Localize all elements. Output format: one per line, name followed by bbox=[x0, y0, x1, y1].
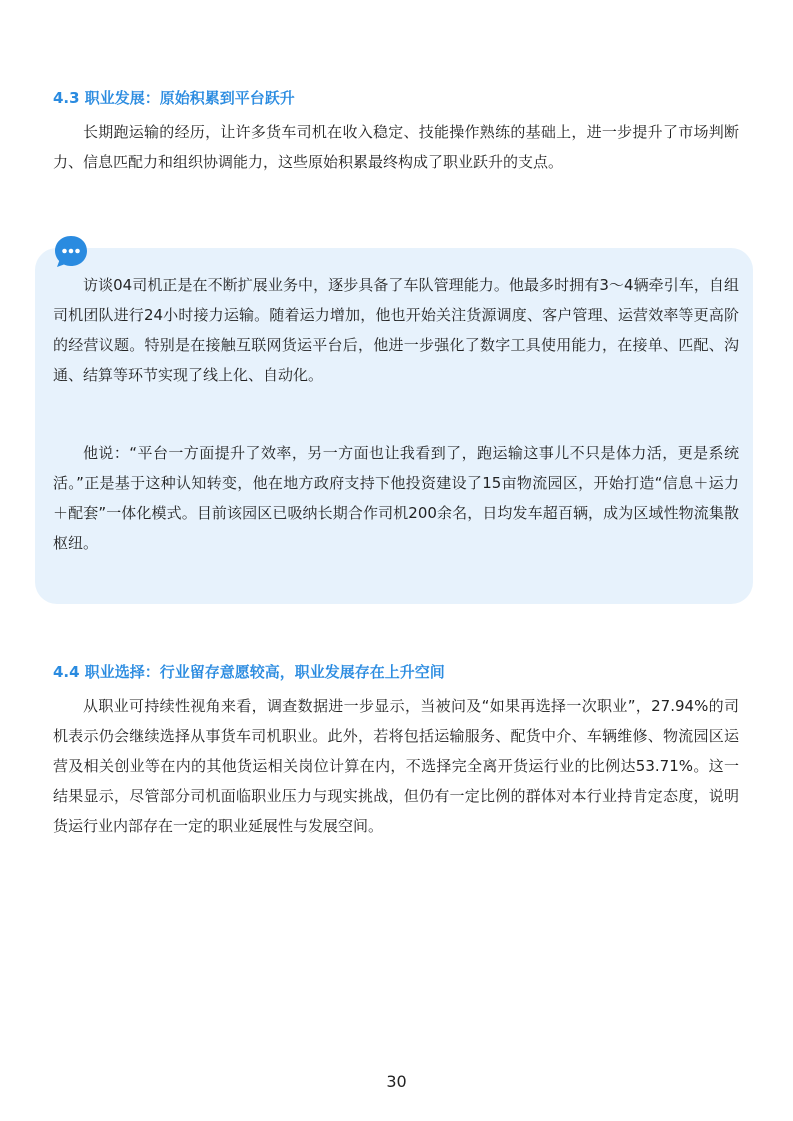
section-4-3-heading: 4.3 职业发展：原始积累到平台跃升 bbox=[53, 89, 295, 107]
callout-paragraph-1: 访谈04司机正是在不断扩展业务中，逐步具备了车队管理能力。他最多时拥有3～4辆牵引车，自组司机团队进行24小时接力运输。随着运力增加，他也开始关注货源调度、客户管理、运营效率等更高阶的经营议题。特别是在接触互联网货运平台后，他进一步强化了数字工具使用能力，在接单、匹配、沟通、结算等环节实现了线上化、自动化。 bbox=[53, 276, 739, 384]
section-4-4-heading: 4.4 职业选择：行业留存意愿较高，职业发展存在上升空间 bbox=[53, 663, 445, 681]
section-4-3-paragraph: 长期跑运输的经历，让许多货车司机在收入稳定、技能操作熟练的基础上，进一步提升了市场判断力、信息匹配力和组织协调能力，这些原始积累最终构成了职业跃升的支点。 bbox=[53, 123, 739, 171]
page-number: 30 bbox=[386, 1072, 407, 1091]
section-4-4-paragraph: 从职业可持续性视角来看，调查数据进一步显示，当被问及“如果再选择一次职业”，27.94%的司机表示仍会继续选择从事货车司机职业。此外，若将包括运输服务、配货中介、车辆维修、物流园区运营及相关创业等在内的其他货运相关岗位计算在内，不选择完全离开货运行业的比例达53.71%。这一结果显示，尽管部分司机面临职业压力与现实挑战，但仍有一定比例的群体对本行业持肯定态度，说明货运行业内部存在一定的职业延展性与发展空间。 bbox=[53, 697, 739, 835]
callout-paragraph-2: 他说：“平台一方面提升了效率，另一方面也让我看到了，跑运输这事儿不只是体力活，更是系统活。”正是基于这种认知转变，他在地方政府支持下他投资建设了15亩物流园区，开始打造“信息＋运力＋配套”一体化模式。目前该园区已吸纳长期合作司机200余名，日均发车超百辆，成为区域性物流集散枢纽。 bbox=[53, 444, 739, 552]
interview-callout-box bbox=[35, 248, 753, 604]
chat-bubble-icon bbox=[53, 234, 89, 270]
